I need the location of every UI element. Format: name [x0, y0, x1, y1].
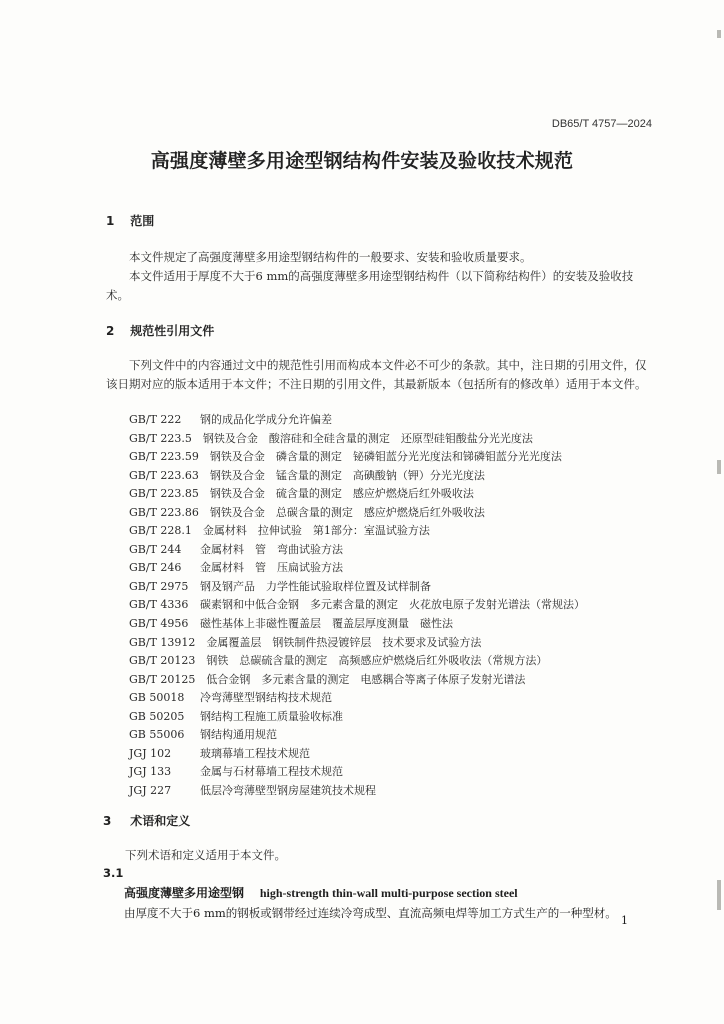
- reference-code: GB/T 20125: [129, 672, 196, 686]
- reference-item: [129, 559, 585, 578]
- standard-code: DB65/T 4757—2024: [551, 118, 652, 130]
- term-definition: 由厚度不大于6 mm的钢板或钢带经过连续冷弯成型、直流高频电焊等加工方式生产的一种型材。: [124, 906, 617, 920]
- reference-title: 钢铁及合金 总碳含量的测定 感应炉燃烧后红外吸收法: [209, 505, 485, 519]
- term-entry: [124, 884, 518, 901]
- reference-title: 钢铁 总碳硫含量的测定 高频感应炉燃烧后红外吸收法（常规方法）: [206, 654, 548, 668]
- reference-code: GB 50205: [129, 709, 185, 723]
- section-number: 3: [103, 814, 112, 828]
- reference-item: [129, 652, 585, 671]
- section-number: 1: [106, 214, 115, 228]
- reference-item: [129, 708, 585, 727]
- reference-item: [129, 634, 585, 653]
- reference-code: JGJ 133: [129, 765, 172, 779]
- reference-code: GB/T 244: [129, 542, 182, 556]
- reference-title: 钢铁及合金 酸溶硅和全硅含量的测定 还原型硅钼酸盐分光光度法: [202, 431, 533, 445]
- reference-item: [129, 596, 585, 615]
- reference-code: JGJ 227: [129, 783, 172, 797]
- reference-item: [129, 745, 585, 764]
- normative-intro: 下列文件中的内容通过文中的规范性引用而构成本文件必不可少的条款。其中，注日期的引用文件，仅该日期对应的版本适用于本文件；不注日期的引用文件，其最新版本（包括所有的修改单）适用于本文件。: [106, 358, 647, 391]
- reference-title: 金属材料 管 压扁试验方法: [200, 561, 343, 575]
- scan-edge-mark: [717, 460, 721, 474]
- reference-item: [129, 726, 585, 745]
- reference-item: [129, 782, 585, 801]
- reference-item: [129, 504, 585, 523]
- terms-intro: 下列术语和定义适用于本文件。: [125, 848, 286, 862]
- reference-title: 钢的成品化学成分允许偏差: [200, 413, 332, 426]
- reference-title: 玻璃幕墙工程技术规范: [200, 746, 310, 760]
- section-1-heading: [106, 212, 154, 229]
- reference-item: [129, 578, 585, 597]
- reference-item: [129, 615, 585, 634]
- reference-code: GB/T 4336: [129, 598, 189, 612]
- reference-title: 低层冷弯薄壁型钢房屋建筑技术规程: [200, 783, 376, 797]
- reference-code: GB/T 228.1: [129, 524, 192, 538]
- scan-edge-mark: [717, 880, 721, 910]
- scope-paragraph-1: 本文件规定了高强度薄壁多用途型钢结构件的一般要求、安装和验收质量要求。: [129, 250, 532, 264]
- reference-title: 低合金钢 多元素含量的测定 电感耦合等离子体原子发射光谱法: [206, 672, 526, 686]
- reference-title: 碳素钢和中低合金钢 多元素含量的测定 火花放电原子发射光谱法（常规法）: [200, 598, 585, 612]
- reference-code: GB/T 223.59: [129, 450, 199, 464]
- reference-title: 钢铁及合金 磷含量的测定 铋磷钼蓝分光光度法和锑磷钼蓝分光光度法: [209, 450, 562, 464]
- reference-title: 金属覆盖层 钢铁制件热浸镀锌层 技术要求及试验方法: [206, 635, 482, 649]
- section-number: 2: [106, 324, 115, 338]
- reference-title: 钢结构通用规范: [200, 728, 277, 742]
- reference-title: 钢铁及合金 硫含量的测定 感应炉燃烧后红外吸收法: [209, 487, 474, 501]
- document-title: 高强度薄壁多用途型钢结构件安装及验收技术规范: [150, 150, 574, 172]
- reference-code: GB 55006: [129, 728, 185, 742]
- term-english: high-strength thin-wall multi-purpose section steel: [259, 886, 518, 900]
- section-title: 范围: [130, 214, 155, 228]
- reference-list: [129, 411, 585, 800]
- reference-title: 冷弯薄壁型钢结构技术规范: [200, 691, 332, 705]
- reference-code: GB/T 222: [129, 413, 182, 426]
- reference-title: 金属与石材幕墙工程技术规范: [200, 765, 343, 779]
- reference-title: 钢铁及合金 锰含量的测定 高碘酸钠（钾）分光光度法: [209, 468, 485, 482]
- reference-title: 金属材料 管 弯曲试验方法: [200, 542, 343, 556]
- reference-code: GB/T 223.5: [129, 431, 192, 445]
- section-title: 规范性引用文件: [130, 324, 215, 338]
- reference-code: JGJ 102: [129, 746, 172, 760]
- reference-item: [129, 485, 585, 504]
- reference-code: GB/T 246: [129, 561, 182, 575]
- reference-item: [129, 689, 585, 708]
- reference-item: [129, 430, 585, 449]
- reference-code: GB/T 223.86: [129, 505, 199, 519]
- reference-code: GB/T 13912: [129, 635, 196, 649]
- reference-code: GB/T 223.85: [129, 487, 199, 501]
- reference-item: [129, 467, 585, 486]
- reference-title: 钢结构工程施工质量验收标准: [200, 709, 343, 723]
- reference-item: [129, 411, 585, 430]
- reference-item: [129, 763, 585, 782]
- reference-code: GB/T 4956: [129, 617, 189, 631]
- reference-item: [129, 541, 585, 560]
- reference-code: GB/T 2975: [129, 579, 189, 593]
- section-2-heading: [106, 322, 214, 339]
- reference-code: GB/T 223.63: [129, 468, 199, 482]
- reference-title: 金属材料 拉伸试验 第1部分：室温试验方法: [202, 524, 430, 538]
- scan-edge-mark: [717, 30, 721, 38]
- page-number: 1: [621, 914, 628, 927]
- reference-item: [129, 522, 585, 541]
- section-3-heading: [103, 812, 190, 829]
- term-chinese: 高强度薄壁多用途型钢: [124, 886, 245, 900]
- reference-item: [129, 448, 585, 467]
- reference-code: GB/T 20123: [129, 654, 196, 668]
- reference-title: 磁性基体上非磁性覆盖层 覆盖层厚度测量 磁性法: [200, 617, 453, 631]
- reference-title: 钢及钢产品 力学性能试验取样位置及试样制备: [200, 579, 431, 593]
- clause-number: 3.1: [103, 866, 124, 880]
- section-title: 术语和定义: [130, 814, 191, 828]
- scope-paragraph-2: 本文件适用于厚度不大于6 mm的高强度薄壁多用途型钢结构件（以下简称结构件）的安装及验收技术。: [106, 269, 634, 302]
- reference-item: [129, 671, 585, 690]
- reference-code: GB 50018: [129, 691, 185, 705]
